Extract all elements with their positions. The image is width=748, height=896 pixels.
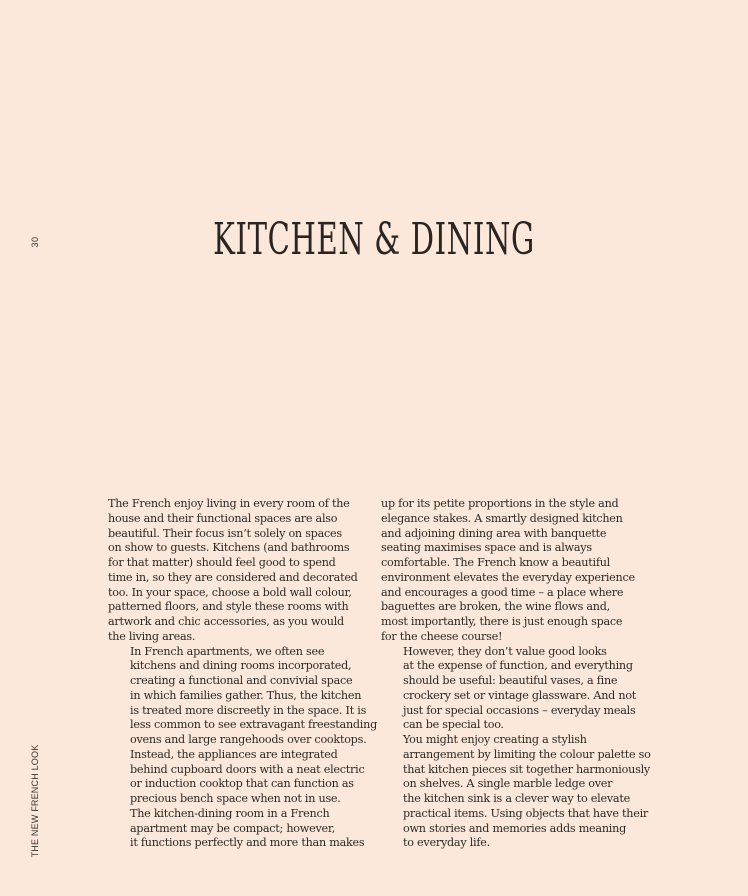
body-paragraph bbox=[108, 497, 368, 645]
running-head bbox=[28, 744, 42, 858]
body-text-line: is treated more discreetly in the space. It is bbox=[130, 703, 367, 717]
body-text-line: behind cupboard doors with a neat electric bbox=[130, 762, 365, 776]
body-text-line: too. In your space, choose a bold wall colour, bbox=[108, 585, 352, 599]
body-text-line: The French enjoy living in every room of the bbox=[108, 497, 350, 510]
body-text-line: Instead, the appliances are integrated bbox=[130, 747, 338, 761]
body-text-line: and encourages a good time – a place where bbox=[381, 585, 624, 599]
body-text-line: kitchens and dining rooms incorporated, bbox=[130, 659, 352, 673]
body-text-line: for the cheese course! bbox=[381, 629, 503, 643]
running-head-text: THE NEW FRENCH LOOK bbox=[30, 744, 40, 858]
body-text-line: practical items. Using objects that have their bbox=[403, 806, 649, 820]
body-paragraph bbox=[108, 644, 377, 807]
body-paragraph bbox=[381, 645, 641, 734]
body-text-line: However, they don’t value good looks bbox=[403, 644, 607, 658]
body-text-line: on shelves. A single marble ledge over bbox=[403, 777, 613, 791]
body-text-line: it functions perfectly and more than makes bbox=[130, 836, 365, 850]
body-text-line: to everyday life. bbox=[403, 836, 490, 850]
body-text-line: baguettes are broken, the wine flows and, bbox=[381, 600, 610, 614]
body-text-line: environment elevates the everyday experience bbox=[381, 570, 635, 584]
body-text-line: time in, so they are considered and decorated bbox=[108, 570, 358, 584]
body-text-line: apartment may be compact; however, bbox=[130, 821, 336, 835]
body-text-line: just for special occasions – everyday meals bbox=[403, 703, 636, 717]
body-text-line: own stories and memories adds meaning bbox=[403, 821, 626, 835]
body-text-line: crockery set or vintage glassware. And not bbox=[403, 688, 637, 702]
body-text-line: up for its petite proportions in the style and bbox=[381, 497, 619, 510]
body-text-line: for that matter) should feel good to spend bbox=[108, 556, 336, 569]
body-text-line: creating a functional and convivial space bbox=[130, 674, 353, 687]
body-text-line: beautiful. Their focus isn’t solely on spaces bbox=[108, 526, 342, 540]
body-text-line: should be useful: beautiful vases, a fine bbox=[403, 674, 618, 687]
body-text-line: the living areas. bbox=[108, 629, 196, 643]
body-text-line: artwork and chic accessories, as you would bbox=[108, 615, 344, 628]
body-text-line: elegance stakes. A smartly designed kitchen bbox=[381, 511, 623, 525]
body-text-line: can be special too. bbox=[403, 718, 504, 732]
body-text-line: The kitchen-dining room in a French bbox=[130, 806, 330, 820]
page-number-text: 30 bbox=[30, 236, 40, 248]
body-text-line: comfortable. The French know a beautiful bbox=[381, 556, 611, 569]
body-text-line: You might enjoy creating a stylish bbox=[403, 733, 587, 746]
body-text-line: patterned floors, and style these rooms with bbox=[108, 600, 349, 614]
body-text-line: and adjoining dining area with banquette bbox=[381, 526, 607, 540]
body-text-line: ovens and large rangehoods over cooktops. bbox=[130, 733, 367, 746]
page-number bbox=[28, 234, 42, 250]
body-text-line: at the expense of function, and everything bbox=[403, 659, 633, 673]
body-text-line: In French apartments, we often see bbox=[130, 644, 325, 658]
body-text-line: precious bench space when not in use. bbox=[130, 792, 341, 805]
body-text-line: or induction cooktop that can function as bbox=[130, 777, 354, 791]
body-text-line: less common to see extravagant freestanding bbox=[130, 718, 377, 732]
body-text-line: on show to guests. Kitchens (and bathrooms bbox=[108, 541, 350, 555]
body-text-line: arrangement by limiting the colour palette so bbox=[403, 747, 651, 761]
body-text-line: seating maximises space and is always bbox=[381, 541, 592, 555]
chapter-title: KITCHEN & DINING bbox=[213, 214, 535, 265]
body-text-line: in which families gather. Thus, the kitchen bbox=[130, 688, 362, 702]
body-paragraph bbox=[108, 807, 368, 851]
body-text-line: most importantly, there is just enough space bbox=[381, 615, 623, 628]
body-paragraph bbox=[381, 733, 651, 851]
body-column-right bbox=[381, 497, 651, 851]
body-text-line: that kitchen pieces sit together harmoniously bbox=[403, 762, 650, 776]
body-paragraph bbox=[381, 497, 641, 645]
body-text-line: the kitchen sink is a clever way to elevate bbox=[403, 792, 630, 805]
body-text-line: house and their functional spaces are also bbox=[108, 511, 338, 525]
body-column-left bbox=[108, 497, 377, 851]
